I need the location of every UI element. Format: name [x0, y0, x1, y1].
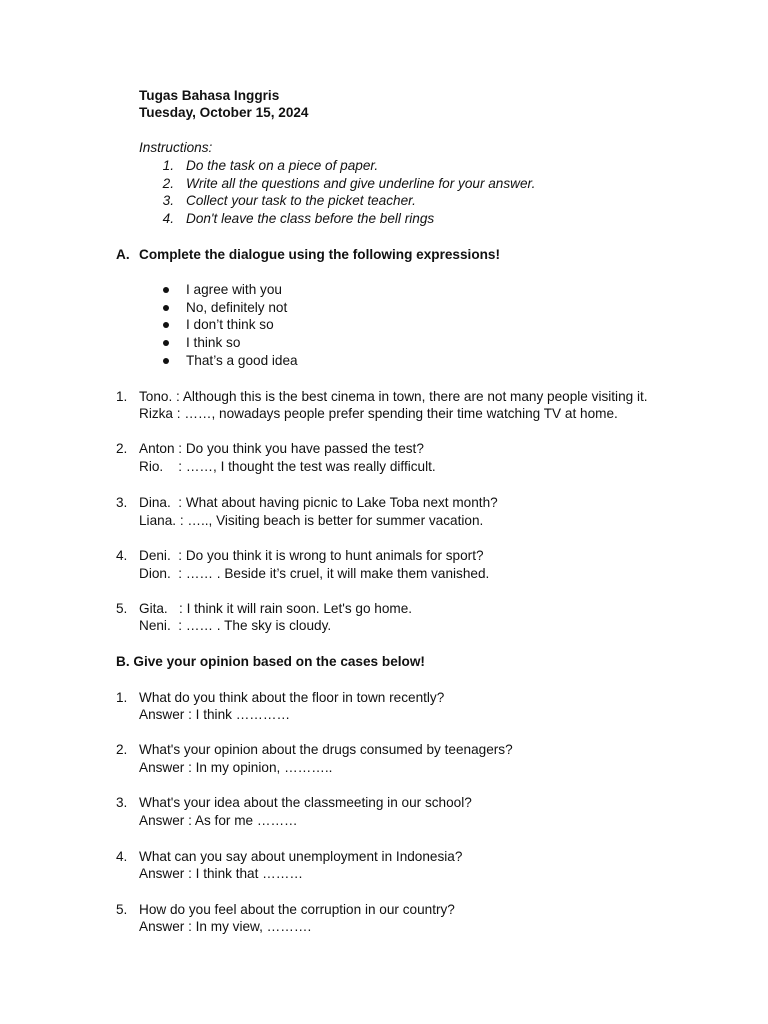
dialogue-line: Liana. : ….., Visiting beach is better for summer vacation.	[139, 513, 484, 528]
answer-line: Answer : As for me ………	[139, 813, 298, 828]
instruction-item: Collect your task to the picket teacher.	[186, 193, 416, 208]
answer-line: Answer : In my opinion, ………..	[139, 760, 333, 775]
dialogue-number: 3.	[116, 495, 128, 510]
question-text: What can you say about unemployment in Indonesia?	[139, 849, 463, 864]
bullet-icon	[163, 340, 169, 346]
expression-item: I agree with you	[186, 282, 282, 297]
instruction-item: Do the task on a piece of paper.	[186, 158, 379, 173]
section-b-heading: B. Give your opinion based on the cases below!	[116, 654, 425, 669]
expression-item: I don’t think so	[186, 317, 274, 332]
dialogue-line: Rio. : ……, I thought the test was really difficult.	[139, 459, 436, 474]
answer-line: Answer : I think that ………	[139, 866, 303, 881]
instruction-item: Don't leave the class before the bell rings	[186, 211, 435, 226]
answer-line: Answer : In my view, ……….	[139, 919, 312, 934]
document-date: Tuesday, October 15, 2024	[139, 105, 309, 120]
instruction-number: 3.	[162, 193, 174, 208]
dialogue-line: Rizka : ……, nowadays people prefer spending their time watching TV at home.	[139, 406, 618, 421]
dialogue-number: 4.	[116, 548, 128, 563]
dialogue-line: Deni. : Do you think it is wrong to hunt animals for sport?	[139, 548, 484, 563]
instruction-number: 2.	[162, 176, 174, 191]
bullet-icon	[163, 322, 169, 328]
dialogue-line: Gita. : I think it will rain soon. Let's go home.	[139, 601, 413, 616]
document-title: Tugas Bahasa Inggris	[139, 88, 280, 103]
dialogue-line: Neni. : …… . The sky is cloudy.	[139, 618, 332, 633]
expression-item: That’s a good idea	[186, 353, 298, 368]
instruction-number: 1.	[162, 158, 174, 173]
bullet-icon	[163, 305, 169, 311]
bullet-icon	[163, 287, 169, 293]
question-number: 4.	[116, 849, 128, 864]
dialogue-line: Dion. : …… . Beside it’s cruel, it will make them vanished.	[139, 566, 490, 581]
instruction-item: Write all the questions and give underline for your answer.	[186, 176, 536, 191]
question-text: What's your opinion about the drugs consumed by teenagers?	[139, 742, 513, 757]
question-number: 2.	[116, 742, 128, 757]
question-text: How do you feel about the corruption in our country?	[139, 902, 455, 917]
question-text: What's your idea about the classmeeting in our school?	[139, 795, 472, 810]
question-number: 3.	[116, 795, 128, 810]
dialogue-line: Anton : Do you think you have passed the test?	[139, 441, 424, 456]
bullet-icon	[163, 358, 169, 364]
expression-item: No, definitely not	[186, 300, 288, 315]
dialogue-number: 5.	[116, 601, 128, 616]
section-a-heading: Complete the dialogue using the following expressions!	[139, 247, 501, 262]
question-number: 1.	[116, 690, 128, 705]
dialogue-line: Tono. : Although this is the best cinema in town, there are not many people visiting it.	[139, 389, 648, 404]
dialogue-number: 2.	[116, 441, 128, 456]
dialogue-number: 1.	[116, 389, 128, 404]
dialogue-line: Dina. : What about having picnic to Lake Toba next month?	[139, 495, 498, 510]
section-a-letter: A.	[116, 247, 130, 262]
instruction-number: 4.	[162, 211, 174, 226]
instructions-label: Instructions:	[139, 140, 213, 155]
answer-line: Answer : I think …………	[139, 707, 291, 722]
expression-item: I think so	[186, 335, 241, 350]
question-text: What do you think about the floor in town recently?	[139, 690, 445, 705]
question-number: 5.	[116, 902, 128, 917]
